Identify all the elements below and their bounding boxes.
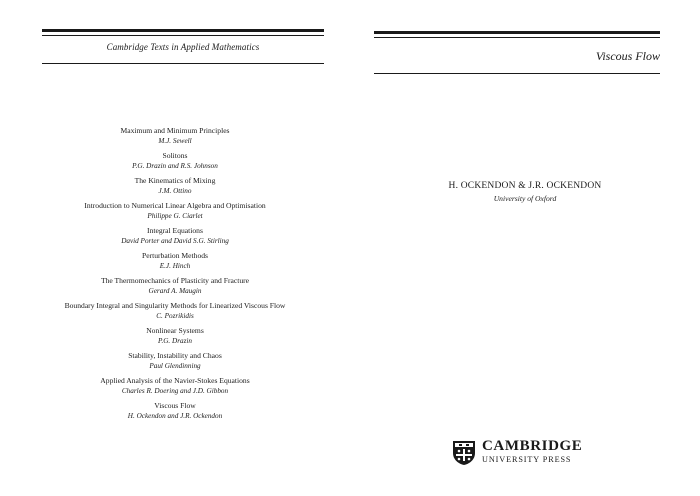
- cambridge-crest-icon: [452, 440, 476, 466]
- book-entry: [0, 251, 350, 271]
- series-title: Cambridge Texts in Applied Mathematics: [106, 42, 260, 52]
- book-entry: [0, 401, 350, 421]
- book-author: E.J. Hinch: [159, 262, 191, 270]
- book-author: M.J. Sewell: [158, 137, 192, 145]
- book-title: Solitons: [162, 151, 188, 160]
- book-entry: [0, 376, 350, 396]
- book-title: Integral Equations: [147, 226, 203, 235]
- publisher-name: CAMBRIDGE: [482, 438, 583, 454]
- series-top-rule-thick: [42, 29, 324, 32]
- book-title: The Kinematics of Mixing: [134, 176, 216, 185]
- book-author: P.G. Drazin: [157, 337, 192, 345]
- book-author: H. Ockendon and J.R. Ockendon: [127, 412, 223, 420]
- book-title-heading: Viscous Flow: [595, 49, 660, 63]
- book-title: Applied Analysis of the Navier-Stokes Equations: [100, 376, 250, 385]
- book-entry: [0, 201, 350, 221]
- authors-line: H. OCKENDON & J.R. OCKENDON: [448, 181, 602, 191]
- book-author: Charles R. Doering and J.D. Gibbon: [121, 387, 229, 395]
- affiliation-line: University of Oxford: [493, 194, 557, 203]
- book-title: Maximum and Minimum Principles: [120, 126, 230, 135]
- title-bottom-rule: [374, 73, 660, 74]
- publisher-subtitle: UNIVERSITY PRESS: [482, 455, 572, 464]
- book-author: Gerard A. Maugin: [148, 287, 202, 295]
- series-top-rule-thin: [42, 35, 324, 36]
- book-title: Boundary Integral and Singularity Methods for Linearized Viscous Flow: [64, 301, 286, 310]
- book-author: David Porter and David S.G. Stirling: [121, 237, 229, 245]
- book-title: Viscous Flow: [154, 401, 196, 410]
- book-entry: [0, 176, 350, 196]
- book-title: Stability, Instability and Chaos: [128, 351, 222, 360]
- book-entry: [0, 326, 350, 346]
- book-entry: [0, 276, 350, 296]
- book-author: C. Pozrikidis: [156, 312, 194, 320]
- book-entry: [0, 351, 350, 371]
- title-page: [350, 0, 700, 496]
- book-entry: [0, 126, 350, 146]
- book-title: Perturbation Methods: [141, 251, 208, 260]
- book-entry: [0, 301, 350, 321]
- book-entry: [0, 226, 350, 246]
- book-entry: [0, 151, 350, 171]
- title-top-rule-thick: [374, 31, 660, 34]
- title-top-rule-thin: [374, 37, 660, 38]
- book-author: Paul Glendinning: [149, 362, 201, 370]
- series-book-list: [0, 126, 350, 426]
- series-bottom-rule: [42, 63, 324, 64]
- publisher-imprint: [452, 438, 612, 468]
- book-title: Introduction to Numerical Linear Algebra and Optimisation: [84, 201, 266, 210]
- book-author: J.M. Ottino: [158, 187, 192, 195]
- book-author: Philippe G. Ciarlet: [147, 212, 203, 220]
- book-title: The Thermomechanics of Plasticity and Fracture: [100, 276, 250, 285]
- book-title: Nonlinear Systems: [146, 326, 204, 335]
- book-author: P.G. Drazin and R.S. Johnson: [132, 162, 218, 170]
